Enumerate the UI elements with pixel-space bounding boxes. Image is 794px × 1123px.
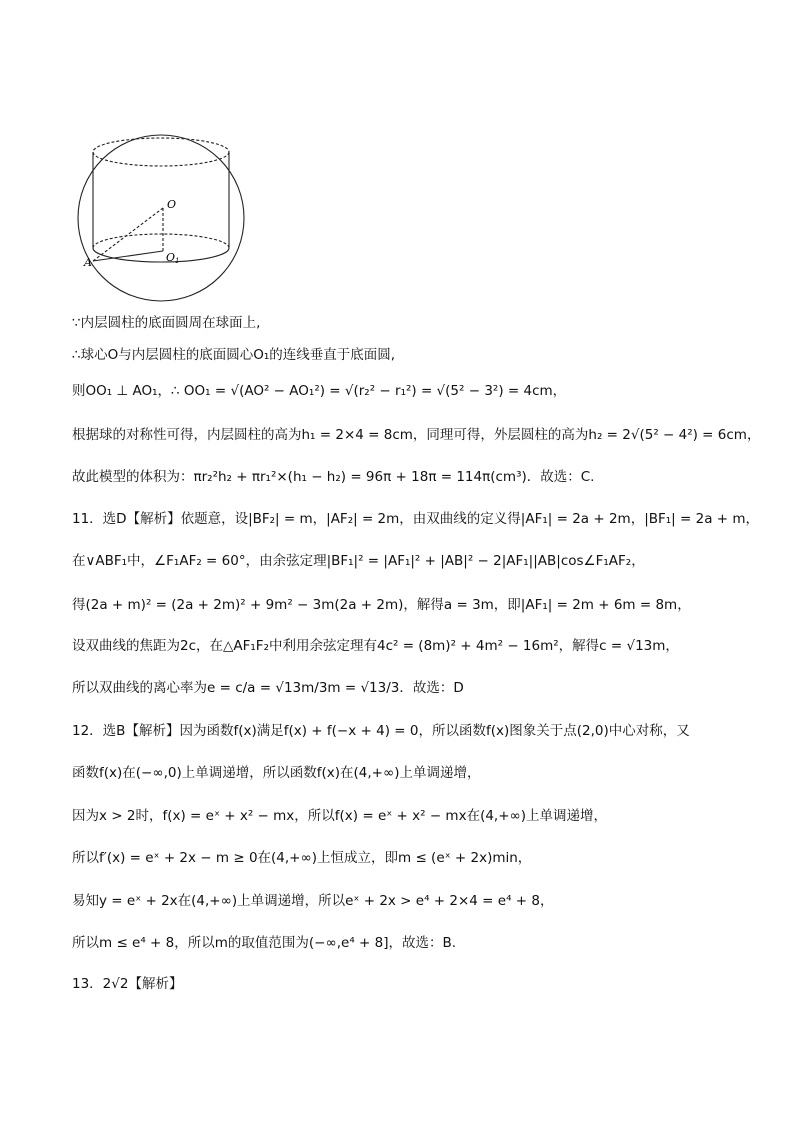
label-O1: O1 — [166, 251, 180, 265]
text-line-10: 所以双曲线的离心率为e = c/a = √13m/3m = √13/3．故选：D — [72, 680, 464, 696]
text-line-6: 11．选D【解析】依题意，设|BF₂| = m，|AF₂| = 2m，由双曲线的定义得|AF₁| = 2a + 2m，|BF₁| = 2a + m， — [72, 511, 760, 527]
cylinder-bottom-front-arc — [93, 248, 229, 262]
text-line-7: 在∨ABF₁中，∠F₁AF₂ = 60°，由余弦定理|BF₁|² = |AF₁|² + |AB|² − 2|AF₁||AB|cos∠F₁AF₂， — [72, 553, 645, 569]
text-line-12: 函数f(x)在(−∞,0)上单调递增，所以函数f(x)在(4,+∞)上单调递增， — [72, 765, 481, 781]
text-line-5: 故此模型的体积为：πr₂²h₂ + πr₁²×(h₁ − h₂) = 96π + 18π = 114π(cm³)．故选：C. — [72, 469, 595, 485]
text-line-11: 12．选B【解析】因为函数f(x)满足f(x) + f(−x + 4) = 0，所以函数f(x)图象关于点(2,0)中心对称，又 — [72, 723, 690, 739]
text-line-1: ∵内层圆柱的底面圆周在球面上, — [72, 315, 261, 331]
text-line-14: 所以f′(x) = eˣ + 2x − m ≥ 0在(4,+∞)上恒成立，即m ≤ (eˣ + 2x)min， — [72, 850, 532, 866]
label-O: O — [167, 198, 177, 211]
text-line-4: 根据球的对称性可得，内层圆柱的高为h₁ = 2×4 = 8cm，同理可得，外层圆柱的高为h₂ = 2√(5² − 4²) = 6cm， — [72, 427, 761, 443]
text-line-16: 所以m ≤ e⁴ + 8，所以m的取值范围为(−∞,e⁴ + 8]，故选：B. — [72, 935, 457, 951]
text-line-2: ∴球心O与内层圆柱的底面圆心O₁的连线垂直于底面圆, — [72, 347, 396, 363]
cylinder-top-ellipse — [93, 138, 229, 166]
text-line-17: 13．2√2【解析】 — [72, 976, 183, 992]
text-line-8: 得(2a + m)² = (2a + 2m)² + 9m² − 3m(2a + 2m)，解得a = 3m，即|AF₁| = 2m + 6m = 8m， — [72, 597, 691, 613]
text-line-9: 设双曲线的焦距为2c，在△AF₁F₂中利用余弦定理有4c² = (8m)² + 4m² − 16m²，解得c = √13m， — [72, 638, 679, 654]
label-A: A — [84, 256, 92, 269]
text-line-3: 则OO₁ ⊥ AO₁，∴ OO₁ = √(AO² − AO₁²) = √(r₂² − r₁²) = √(5² − 3²) = 4cm， — [72, 383, 567, 399]
text-line-13: 因为x > 2时，f(x) = eˣ + x² − mx，所以f(x) = eˣ + x² − mx在(4,+∞)上单调递增， — [72, 808, 608, 824]
sphere-cylinder-figure — [72, 130, 268, 316]
sphere-outline — [78, 135, 244, 301]
text-line-15: 易知y = eˣ + 2x在(4,+∞)上单调递增，所以eˣ + 2x > e⁴ + 2×4 = e⁴ + 8， — [72, 893, 554, 909]
